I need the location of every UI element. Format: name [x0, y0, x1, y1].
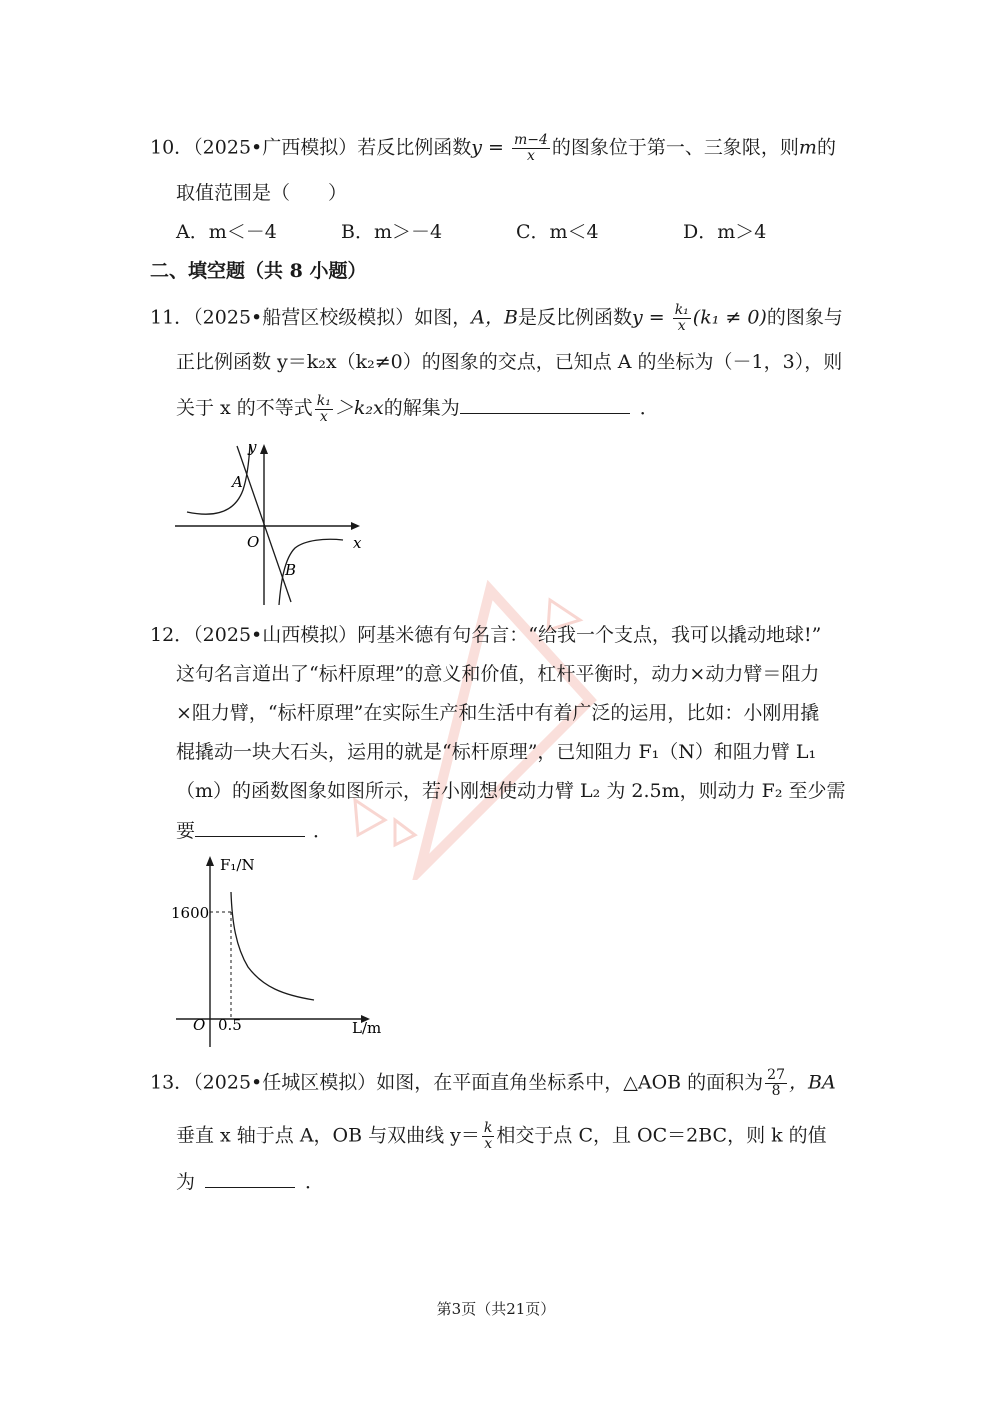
q13-line3: 为 ． [176, 1167, 324, 1196]
q12-origin: O [193, 1016, 206, 1034]
q12-answer-blank[interactable] [195, 816, 305, 837]
q13-answer-blank[interactable] [205, 1167, 295, 1188]
q13-fraction2: $\frac{k}{x}$ [483, 1120, 493, 1152]
q11-label-b: B [285, 561, 297, 579]
q12-line4: 棍撬动一块大石头，运用的就是“标杆原理”，已知阻力 F₁（N）和阻力臂 L₁ [176, 741, 817, 763]
q11-answer-blank[interactable] [460, 393, 630, 414]
q12-xlabel: L/m [352, 1019, 382, 1037]
q12-xtick: 0.5 [218, 1016, 242, 1034]
q13-fraction: $\frac{27}{8}$ [767, 1067, 785, 1099]
q12-graph [168, 852, 388, 1052]
section-heading: 二、填空题（共 8 小题） [150, 260, 367, 282]
q12-line3: ×阻力臂，“标杆原理”在实际生产和生活中有着广泛的运用，比如：小刚用撬 [176, 702, 820, 724]
q12-line5: （m）的函数图象如图所示，若小刚想使动力臂 L₂ 为 2.5m，则动力 F₂ 至少需 [176, 780, 846, 802]
q11-x-arrow [351, 522, 360, 530]
q11-label-a: A [232, 473, 243, 491]
q10-fraction: $\frac{m-4}{x}$ [513, 132, 548, 164]
q11-fraction: $\frac{\text{k₁}}{x}$ [674, 302, 689, 334]
q11-label-x: x [353, 534, 362, 552]
q12-curve [231, 892, 314, 1000]
q11-line1: 11．（2025•船营区校级模拟）如图，A，B是反比例函数y = $\frac{\text{k₁}}{x}$ (k₁ ≠ 0)的图象与 [150, 302, 843, 334]
q12-line6: 要 ． [176, 816, 332, 845]
q12-y-arrow [206, 856, 214, 866]
q12-ytick: 1600 [171, 904, 210, 922]
q12-line1: 12．（2025•山西模拟）阿基米德有句名言：“给我一个支点，我可以撬动地球!” [150, 624, 822, 646]
q11-graph [175, 440, 370, 608]
q11-label-o: O [247, 533, 260, 551]
q11-fraction2: $\frac{\text{k₁}}{x}$ [316, 392, 331, 425]
q10-line1: 10．（2025•广西模拟）若反比例函数y = $\frac{m-4}{x}$ 的图象位于第一、三象限，则m的 [150, 132, 836, 164]
q10-choice-d: D．m＞4 [683, 221, 767, 243]
q10-choice-c: C．m＜4 [516, 221, 599, 243]
q11-y-arrow [260, 444, 268, 454]
q11-line2: 正比例函数 y＝k₂x（k₂≠0）的图象的交点，已知点 A 的坐标为（－1，3），则 [176, 351, 843, 373]
q13-line2: 垂直 x 轴于点 A，OB 与双曲线 y＝ $\frac{k}{x}$ 相交于点 C，且 OC＝2BC，则 k 的值 [176, 1120, 827, 1152]
q11-line3: 关于 x 的不等式 $\frac{\text{k₁}}{x}$ ＞k₂x的解集为 ． [176, 392, 659, 425]
q13-line1: 13．（2025•任城区模拟）如图，在平面直角坐标系中，△AOB 的面积为 $\frac{27}{8}$ ，BA [150, 1067, 836, 1099]
q10-choice-b: B．m＞－4 [341, 221, 443, 243]
q10-choice-a: A．m＜－4 [176, 221, 277, 243]
q12-ylabel: F₁/N [220, 856, 255, 874]
q10-line2: 取值范围是（ ） [176, 182, 348, 204]
page-footer: 第3页（共21页） [436, 1300, 556, 1318]
q12-line2: 这句名言道出了“标杆原理”的意义和价值，杠杆平衡时，动力×动力臂＝阻力 [176, 663, 820, 685]
q11-label-y: y [248, 440, 257, 456]
